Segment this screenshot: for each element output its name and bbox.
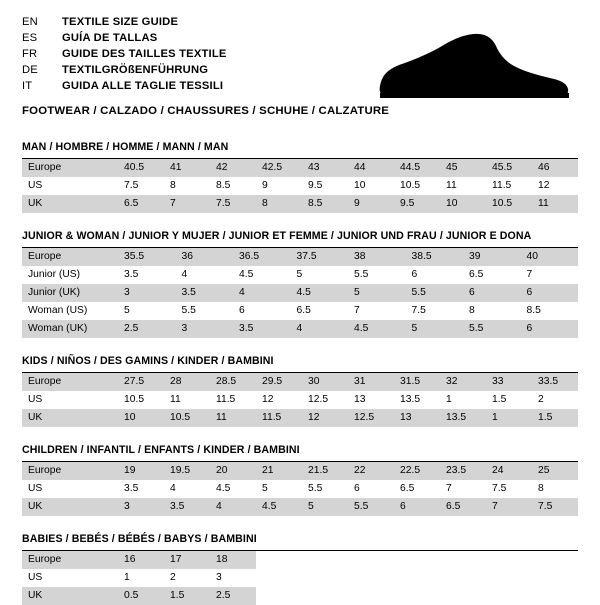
language-row (22, 80, 227, 96)
cell-empty (348, 587, 394, 605)
cell: 11 (170, 394, 181, 405)
section-children (22, 444, 578, 516)
cell: 36.5 (233, 248, 291, 266)
cell: 1.5 (532, 409, 578, 427)
language-row (22, 32, 227, 48)
cell: 6 (239, 305, 245, 316)
cell: 8.5 (216, 180, 231, 191)
cell: 5.5 (348, 498, 394, 516)
language-row (22, 64, 227, 80)
cell: 30 (302, 373, 348, 391)
row-label: UK (22, 498, 118, 516)
cell: 4 (210, 498, 256, 516)
cell: 6.5 (440, 498, 486, 516)
language-code: DE (22, 64, 38, 76)
language-code: ES (22, 32, 38, 44)
cell: 28 (164, 373, 210, 391)
language-title: TEXTILE SIZE GUIDE (62, 16, 179, 28)
cell: 10.5 (400, 180, 421, 191)
cell: 6 (521, 320, 579, 338)
cell: 13.5 (400, 394, 421, 405)
cell: 42.5 (256, 159, 302, 177)
size-table-babies (22, 551, 578, 605)
cell-empty (486, 587, 532, 605)
size-table-junior-woman (22, 248, 578, 338)
cell: 4.5 (239, 269, 254, 280)
section-junior-woman (22, 230, 578, 338)
cell: 3 (118, 284, 176, 302)
cell: 44 (348, 159, 394, 177)
cell: 24 (486, 462, 532, 480)
cell: 7 (526, 269, 533, 280)
table-row (22, 373, 578, 391)
cell: 7.5 (532, 498, 578, 516)
cell: 1 (446, 394, 452, 405)
cell: 1 (124, 572, 130, 583)
cell-empty (440, 569, 486, 587)
cell-empty (440, 551, 486, 569)
cell: 19.5 (164, 462, 210, 480)
table-row (22, 302, 578, 320)
cell: 27.5 (118, 373, 164, 391)
cell: 16 (118, 551, 164, 569)
cell: 12 (262, 394, 274, 405)
cell: 10 (440, 195, 486, 213)
section-title: BABIES / BEBÉS / BÉBÉS / BABYS / BAMBINI (22, 533, 578, 551)
cell: 5.5 (406, 284, 464, 302)
language-code: IT (22, 80, 33, 92)
table-row (22, 320, 578, 338)
cell: 5 (406, 320, 464, 338)
cell: 5.5 (463, 320, 521, 338)
table-row (22, 248, 578, 266)
cell: 8.5 (526, 305, 541, 316)
cell: 44.5 (394, 159, 440, 177)
cell: 29.5 (256, 373, 302, 391)
table-row (22, 266, 578, 284)
cell: 7 (354, 305, 360, 316)
cell: 1 (486, 409, 532, 427)
table-row (22, 409, 578, 427)
language-row (22, 16, 227, 32)
cell: 32 (440, 373, 486, 391)
row-label: UK (22, 587, 118, 605)
size-table-kids (22, 373, 578, 427)
table-row (22, 391, 578, 409)
cell-empty (486, 569, 532, 587)
footwear-heading: FOOTWEAR / CALZADO / CHAUSSURES / SCHUHE / CALZATURE (22, 105, 390, 117)
row-label: Europe (22, 462, 118, 480)
cell: 7.5 (210, 195, 256, 213)
cell: 12 (538, 180, 550, 191)
cell: 6 (521, 284, 579, 302)
cell: 9 (348, 195, 394, 213)
cell: 28.5 (210, 373, 256, 391)
cell: 7 (486, 498, 532, 516)
table-row (22, 587, 578, 605)
cell-empty (256, 587, 302, 605)
cell: 0.5 (118, 587, 164, 605)
cell: 9.5 (394, 195, 440, 213)
row-label: UK (22, 409, 118, 427)
cell: 8 (170, 180, 176, 191)
cell: 3.5 (124, 269, 139, 280)
cell: 45 (440, 159, 486, 177)
cell: 22 (348, 462, 394, 480)
cell: 42 (210, 159, 256, 177)
cell: 22.5 (394, 462, 440, 480)
cell-empty (256, 551, 302, 569)
cell: 8 (256, 195, 302, 213)
cell: 10 (354, 180, 366, 191)
cell: 7.5 (411, 305, 426, 316)
language-title-table (22, 16, 227, 96)
cell: 10.5 (486, 195, 532, 213)
cell: 4.5 (348, 320, 406, 338)
cell: 3 (216, 572, 222, 583)
cell-empty (302, 587, 348, 605)
cell-empty (394, 587, 440, 605)
cell: 5 (262, 483, 268, 494)
cell: 45.5 (486, 159, 532, 177)
header (22, 16, 578, 117)
cell: 13.5 (440, 409, 486, 427)
cell: 43 (302, 159, 348, 177)
cell: 2 (170, 572, 176, 583)
cell-empty (348, 551, 394, 569)
language-title: GUIDA ALLE TAGLIE TESSILI (62, 80, 224, 92)
table-row (22, 195, 578, 213)
cell: 11 (446, 180, 457, 191)
language-title: TEXTILGRÖßENFÜHRUNG (62, 64, 209, 76)
cell: 38 (348, 248, 406, 266)
cell: 3.5 (233, 320, 291, 338)
cell: 18 (210, 551, 256, 569)
cell: 6.5 (118, 195, 164, 213)
row-label: Europe (22, 551, 118, 569)
cell: 36 (176, 248, 234, 266)
section-man (22, 141, 578, 213)
cell: 31 (348, 373, 394, 391)
section-kids (22, 355, 578, 427)
cell: 11.5 (492, 180, 512, 191)
cell: 8.5 (302, 195, 348, 213)
cell: 31.5 (394, 373, 440, 391)
cell: 39 (463, 248, 521, 266)
row-label: UK (22, 195, 118, 213)
cell: 13 (394, 409, 440, 427)
language-code: FR (22, 48, 38, 60)
cell: 11.5 (256, 409, 302, 427)
row-label: US (28, 394, 43, 405)
row-label: US (28, 572, 43, 583)
cell: 40 (521, 248, 579, 266)
cell: 33 (486, 373, 532, 391)
cell: 19 (118, 462, 164, 480)
cell-empty (302, 551, 348, 569)
table-row (22, 159, 578, 177)
cell: 6.5 (400, 483, 415, 494)
cell: 7.5 (124, 180, 139, 191)
cell: 6 (394, 498, 440, 516)
cell: 8 (538, 483, 544, 494)
size-table-man (22, 159, 578, 213)
cell: 2.5 (118, 320, 176, 338)
cell: 12.5 (348, 409, 394, 427)
row-label: Europe (22, 159, 118, 177)
cell: 6.5 (469, 269, 484, 280)
cell: 4 (181, 269, 188, 280)
cell-empty (440, 587, 486, 605)
cell: 10 (118, 409, 164, 427)
cell-empty (394, 569, 440, 587)
row-label: Woman (UK) (22, 320, 118, 338)
cell: 9 (262, 180, 268, 191)
cell: 5.5 (354, 269, 369, 280)
language-row (22, 48, 227, 64)
cell: 37.5 (291, 248, 349, 266)
table-row (22, 569, 578, 587)
cell: 6 (411, 269, 418, 280)
table-row (22, 498, 578, 516)
language-title: GUÍA DE TALLAS (62, 32, 158, 44)
cell-empty (532, 587, 578, 605)
cell-empty (532, 569, 578, 587)
cell: 12 (302, 409, 348, 427)
cell-empty (348, 569, 394, 587)
table-row (22, 551, 578, 569)
cell: 13 (354, 394, 366, 405)
cell: 21 (256, 462, 302, 480)
cell: 21.5 (302, 462, 348, 480)
cell: 7 (164, 195, 210, 213)
cell: 12.5 (308, 394, 329, 405)
section-title: MAN / HOMBRE / HOMME / MANN / MAN (22, 141, 578, 159)
cell: 4 (170, 483, 176, 494)
row-label: Junior (UK) (22, 284, 118, 302)
cell: 4.5 (291, 284, 349, 302)
cell: 6 (354, 483, 360, 494)
cell: 4.5 (256, 498, 302, 516)
cell: 4 (233, 284, 291, 302)
cell: 46 (532, 159, 578, 177)
cell: 40.5 (118, 159, 164, 177)
cell: 5.5 (308, 483, 323, 494)
cell: 33.5 (532, 373, 578, 391)
cell: 3 (176, 320, 234, 338)
cell: 38.5 (406, 248, 464, 266)
cell: 4.5 (216, 483, 231, 494)
cell: 41 (164, 159, 210, 177)
cell: 11 (210, 409, 256, 427)
cell: 3.5 (176, 284, 234, 302)
cell-empty (532, 551, 578, 569)
cell: 5 (296, 269, 303, 280)
cell: 5 (302, 498, 348, 516)
row-label: Woman (US) (28, 305, 88, 316)
cell: 4 (291, 320, 349, 338)
cell: 7.5 (492, 483, 507, 494)
cell: 10.5 (164, 409, 210, 427)
table-row (22, 284, 578, 302)
cell-empty (486, 551, 532, 569)
section-babies (22, 533, 578, 605)
cell: 35.5 (118, 248, 176, 266)
cell: 3.5 (164, 498, 210, 516)
cell: 25 (532, 462, 578, 480)
table-row (22, 462, 578, 480)
cell-empty (302, 569, 348, 587)
dress-shoe-icon (372, 30, 572, 106)
cell: 11 (532, 195, 578, 213)
cell: 2.5 (210, 587, 256, 605)
cell-empty (394, 551, 440, 569)
row-label: Europe (22, 248, 118, 266)
cell-empty (256, 569, 302, 587)
table-row (22, 480, 578, 498)
cell: 10.5 (124, 394, 145, 405)
table-row (22, 177, 578, 195)
section-title: JUNIOR & WOMAN / JUNIOR Y MUJER / JUNIOR ET FEMME / JUNIOR UND FRAU / JUNIOR E DONA (22, 230, 578, 248)
row-label: Junior (US) (28, 269, 81, 280)
cell: 1.5 (164, 587, 210, 605)
cell: 2 (538, 394, 544, 405)
cell: 1.5 (492, 394, 507, 405)
language-title: GUIDE DES TAILLES TEXTILE (62, 48, 227, 60)
cell: 5 (348, 284, 406, 302)
cell: 6.5 (296, 305, 311, 316)
cell: 20 (210, 462, 256, 480)
section-title: KIDS / NIÑOS / DES GAMINS / KINDER / BAMBINI (22, 355, 578, 373)
section-title: CHILDREN / INFANTIL / ENFANTS / KINDER / BAMBINI (22, 444, 578, 462)
cell: 7 (446, 483, 452, 494)
cell: 9.5 (308, 180, 323, 191)
size-table-children (22, 462, 578, 516)
cell: 8 (469, 305, 475, 316)
cell: 23.5 (440, 462, 486, 480)
cell: 17 (164, 551, 210, 569)
row-label: US (28, 483, 43, 494)
cell: 5 (124, 305, 130, 316)
cell: 3.5 (124, 483, 139, 494)
cell: 6 (463, 284, 521, 302)
cell: 11.5 (216, 394, 236, 405)
language-code: EN (22, 16, 38, 28)
row-label: Europe (22, 373, 118, 391)
cell: 5.5 (181, 305, 196, 316)
row-label: US (28, 180, 43, 191)
cell: 3 (118, 498, 164, 516)
